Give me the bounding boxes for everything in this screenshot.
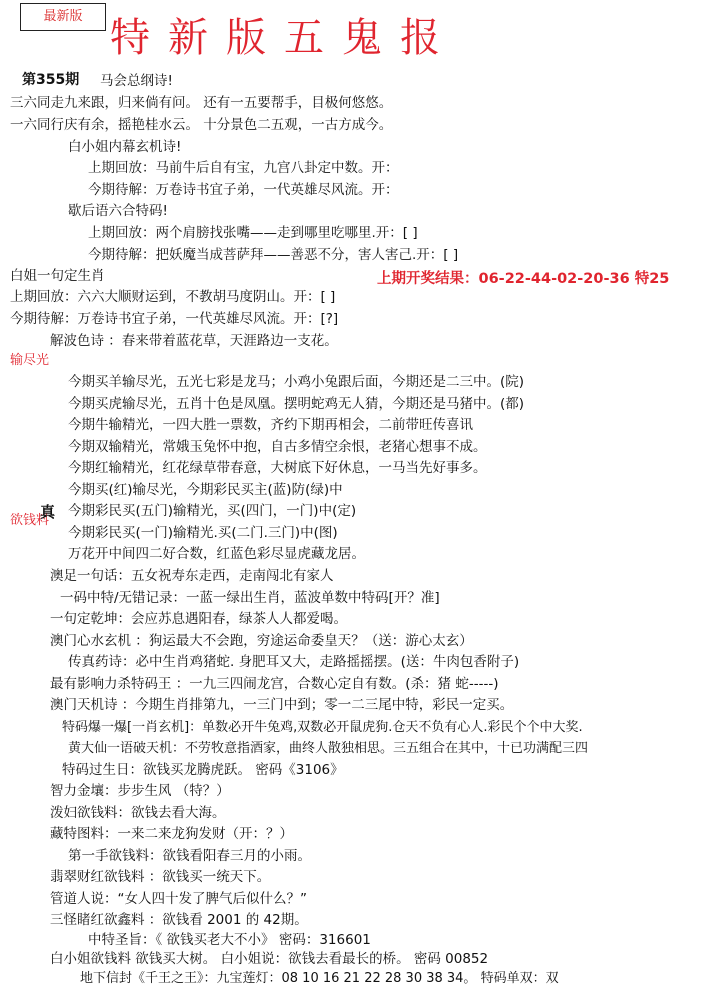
tip-line: 澳足一句话：五女祝寿东走西，走南闯北有家人: [50, 568, 334, 584]
poem-line-1: 三六同走九来跟，归来倘有问。 还有一五要帮手，目极何悠悠。: [10, 95, 393, 111]
wave-color-poem: 解波色诗 ：春来带着蓝花草，天涯路边一支花。: [50, 333, 338, 349]
tip-line: 地下信封《千王之王》：九宝莲灯：08 10 16 21 22 28 30 38 34。 特码单双：双: [80, 971, 559, 986]
tip-line: 传真药诗：必中生肖鸡猪蛇. 身肥耳又大，走路摇摇摆。(送：牛肉包香附子): [68, 654, 520, 670]
lost-all-line: 今期买(红)输尽光，今期彩民买主(蓝)防(绿)中: [68, 482, 343, 498]
lost-all-line: 今期双输精光，常娥玉兔怀中抱，自古多情空余恨，老猪心想事不成。: [68, 439, 487, 455]
tip-line: 特码爆一爆[一肖玄机]：单数必开牛兔鸡,双数必开鼠虎狗.仓天不负有心人.彩民个个中大奖.: [62, 720, 583, 735]
tip-line: 白小姐欲钱料 欲钱买大树。 白小姐说：欲钱去看最长的桥。 密码 00852: [50, 951, 489, 967]
tip-line: 万花开中间四二好合数，红蓝色彩尽显虎藏龙居。: [68, 546, 365, 562]
latest-edition-badge: 最新版: [20, 3, 106, 31]
tip-line: 第一手欲钱料：欲钱看阳春三月的小雨。: [68, 848, 311, 864]
tip-line: 智力金壤：步步生风 （特？）: [50, 783, 230, 799]
tip-line: 中特圣旨：《 欲钱买老大不小》 密码：316601: [88, 932, 371, 948]
tip-line: 藏特图料：一来二来龙狗发财（开：？）: [50, 826, 293, 842]
section-label-lost-all: 输尽光: [10, 353, 50, 368]
tip-line: 翡翠财红欲钱料 ：欲钱买一统天下。: [50, 869, 271, 885]
section-heading-xiehouyu: 歇后语六合特码!: [68, 203, 168, 219]
section-label-wish-money: 欲钱料: [10, 513, 50, 528]
tip-line: 澳门心水玄机 ：狗运最大不会跑，穷途运命委皇天？（送：游心太玄）: [50, 633, 473, 649]
true-mark: 真: [40, 503, 56, 521]
lost-all-line: 今期买羊输尽光，五光七彩是龙马；小鸡小兔跟后面，今期还是二三中。(院): [68, 374, 525, 390]
issue-number: 第355期: [22, 72, 80, 88]
tip-line: 三怪睹红欲鑫料 ：欲钱看 2001 的 42期。: [50, 912, 308, 928]
lost-all-line: 今期彩民买(五门)输精光，买(四门，一门)中(定): [68, 503, 357, 519]
motto-heading: 马会总纲诗!: [100, 73, 173, 89]
tip-line: 黄大仙一语破天机：不劳牧意指酒家，曲终人散独相思。三五组合在其中，十已功满配三四: [68, 741, 589, 756]
last-draw-result: 上期开奖结果：06-22-44-02-20-36 特25: [377, 271, 670, 287]
current-riddle-line: 今期待解：万卷诗书宜子弟，一代英雄尽风流。开：[?]: [10, 311, 339, 327]
lost-all-line: 今期牛输精光，一四大胜一票数，齐约下期再相会，二前带旺传喜讯: [68, 417, 473, 433]
poem-line-2: 一六同行庆有余，摇艳桂水云。 十分景色二五观，一古方成今。: [10, 117, 393, 133]
section-heading-bai-xiaojie: 白小姐内幕玄机诗!: [68, 139, 182, 155]
lost-all-line: 今期彩民买(一门)输精光.买(二门.三门)中(图): [68, 525, 338, 541]
tip-line: 泼妇欲钱料：欲钱去看大海。: [50, 805, 226, 821]
previous-review-line: 上期回放：六六大顺财运到，不教胡马度阴山。开：[ ]: [10, 289, 336, 305]
current-riddle-line: 今期待解：万卷诗书宜子弟，一代英雄尽风流。开：: [88, 182, 399, 198]
section-heading-zodiac: 白姐一句定生肖: [10, 268, 105, 284]
lost-all-line: 今期红输精光，红花绿草带春意，大树底下好休息，一马当先好事多。: [68, 460, 487, 476]
tip-line: 澳门天机诗 ：今期生肖排第九，一三门中到；零一二三尾中特，彩民一定买。: [50, 697, 514, 713]
tip-line: 一码中特/无错记录：一蓝一绿出生肖，蓝波单数中特码[开？准]: [60, 590, 440, 606]
tip-line: 一句定乾坤：会应苏息遇阳春，绿茶人人都爱喝。: [50, 611, 347, 627]
lost-all-line: 今期买虎输尽光，五肖十色是凤凰。摆明蛇鸡无人猜，今期还是马猪中。(都): [68, 396, 525, 412]
page-title: 特新版五鬼报: [110, 15, 458, 61]
previous-review-line: 上期回放：马前牛后自有宝，九宫八卦定中数。开：: [88, 160, 399, 176]
tip-line: 管道人说：“女人四十发了脾气后似什么？”: [50, 891, 307, 907]
current-riddle-line: 今期待解：把妖魔当成菩萨拜——善恶不分，害人害己.开：[ ]: [88, 247, 459, 263]
previous-review-line: 上期回放：两个肩膀找张嘴——走到哪里吃哪里.开：[ ]: [88, 225, 418, 241]
tip-line: 最有影响力杀特码王 ：一九三四闹龙宫，合数心定自有数。(杀：猪 蛇-----): [50, 676, 499, 692]
tip-line: 特码过生日：欲钱买龙腾虎跃。 密码《3106》: [62, 762, 344, 778]
